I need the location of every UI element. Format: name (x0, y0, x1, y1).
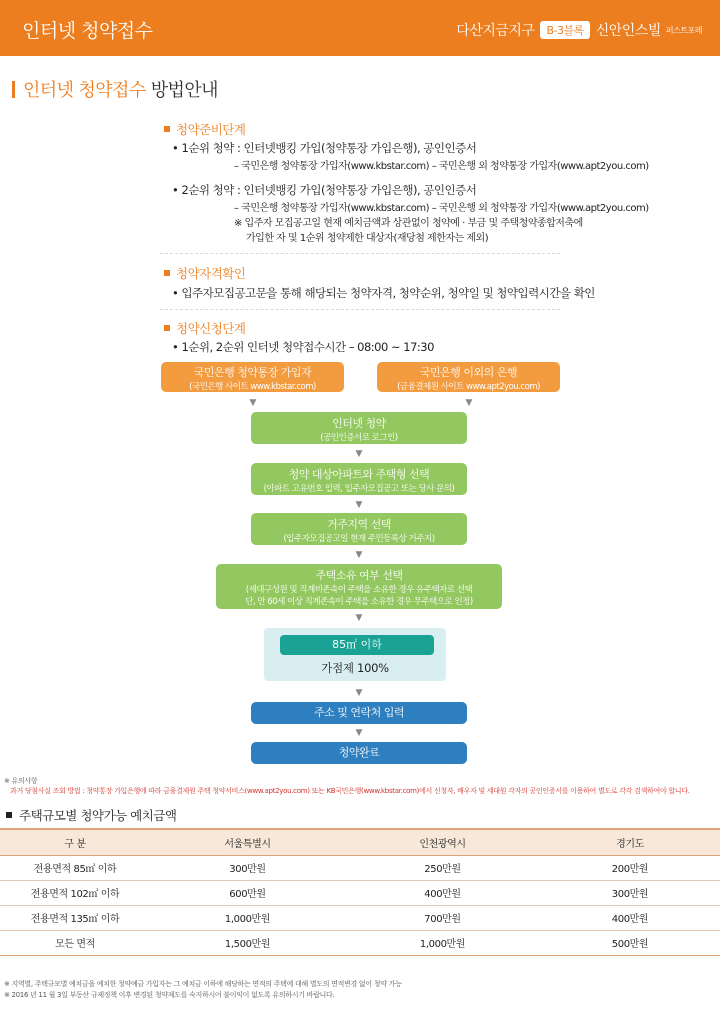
square-bullet-icon (164, 325, 170, 331)
score-text: 가점제 100% (321, 661, 389, 675)
deposit-table (0, 828, 720, 956)
table-row (0, 855, 720, 880)
rank2-note1: ※ 입주자 모집공고일 현재 예치금액과 상관없이 청약예 · 부금 및 주택청약종합저축에 (234, 218, 583, 229)
table-row (0, 880, 720, 905)
flow-kb-sub: (국민은행 사이트 www.kbstar.com) (189, 382, 316, 392)
table-row (0, 930, 720, 955)
flow-other-sub: (금융결제원 사이트 www.apt2you.com) (397, 382, 540, 392)
flow-step-ownership-title: 주택소유 여부 선택 (315, 569, 403, 582)
prep-heading-text: 청약준비단계 (176, 122, 246, 137)
table-cell: 300만원 (150, 855, 345, 880)
notes-label: ※ 유의사항 (4, 777, 38, 785)
rank2-note2: 가입한 자 및 1순위 청약제한 대상자(재당첨 제한자는 제외) (246, 233, 489, 244)
table-cell: 모든 면적 (0, 930, 150, 955)
page-title-emphasis: 인터넷 청약접수 (23, 80, 146, 101)
flow-step-ownership-sub1: (세대구성원 및 직계비존속이 주택을 소유한 경우 유주택자로 선택 (245, 585, 473, 595)
footnote-1: ※ 지역별, 주택규모별 예치금을 예치한 청약예금 가입자는 그 예치금 이하에 해당하는 면적의 주택에 대해 별도의 면적변경 없이 청약 가능 (4, 980, 402, 988)
flow-step-region (251, 513, 467, 545)
table-cell: 700만원 (345, 905, 540, 930)
arrow-down-icon: ▼ (355, 688, 363, 698)
title-bar (12, 81, 15, 98)
notes-red: 과거 당첨사실 조회 방법 : 청약통장 가입은행에 따라 금융결제원 주택 청약서비스(www.apt2you.com) 또는 KB국민은행(www.kbstar.com)에서 신청자, 배우자 및 세대원 각자의 공인인증서를 이용하여 별도로 각각 검색하여야 합니다. (10, 787, 690, 795)
column-header: 서울특별시 (150, 829, 345, 855)
flow-step-internet (251, 412, 467, 444)
arrow-down-icon: ▼ (355, 500, 363, 510)
qual-heading-text: 청약자격확인 (176, 266, 246, 281)
flow-step-select-apt (251, 463, 467, 495)
column-header: 인천광역시 (345, 829, 540, 855)
qual-heading (164, 264, 245, 282)
flow-step-internet-sub: (공인인증서로 로그인) (320, 433, 398, 443)
flow-step-ownership (216, 564, 502, 609)
header-band (0, 0, 720, 56)
table-cell: 600만원 (150, 880, 345, 905)
apply-heading (164, 319, 245, 337)
flow-step-select-apt-title: 청약 대상아파트와 주택형 선택 (288, 468, 430, 481)
table-cell: 400만원 (345, 880, 540, 905)
table-cell: 250만원 (345, 855, 540, 880)
table-cell: 전용면적 85㎡ 이하 (0, 855, 150, 880)
square-bullet-icon (6, 812, 12, 818)
arrow-down-icon: ▼ (355, 449, 363, 459)
area-pill: 85㎡ 이하 (280, 635, 434, 655)
table-cell: 전용면적 135㎡ 이하 (0, 905, 150, 930)
flow-kb-box (161, 362, 344, 392)
header-title: 인터넷 청약접수 (22, 20, 153, 42)
flow-step-select-apt-sub: (아파트 고유번호 입력, 입주자모집공고 또는 당사 문의) (263, 484, 455, 494)
qual-line: • 입주자모집공고문을 통해 해당되는 청약자격, 청약순위, 청약일 및 청약입력시간을 확인 (172, 286, 595, 300)
deposit-title-text: 주택규모별 청약가능 예치금액 (19, 808, 177, 823)
rank2-line: • 2순위 청약 : 인터넷뱅킹 가입(청약통장 가입은행), 공인인증서 (172, 183, 477, 197)
brand-name: 신안인스빌 (595, 23, 661, 39)
footnote-2: ※ 2016 년 11 월 3일 부동산 규제정책 이후 변경된 청약제도를 숙지하시어 불이익이 없도록 유의하시기 바랍니다. (4, 991, 335, 999)
table-cell: 1,000만원 (345, 930, 540, 955)
flow-other-box (377, 362, 560, 392)
flow-step-ownership-sub2: 단, 만 60세 이상 직계존속이 주택을 소유한 경우 무주택으로 인정) (245, 597, 473, 607)
apply-time: • 1순위, 2순위 인터넷 청약접수시간 – 08:00 ~ 17:30 (172, 340, 434, 354)
table-cell: 200만원 (540, 855, 720, 880)
table-cell: 500만원 (540, 930, 720, 955)
table-header-row (0, 829, 720, 855)
block-badge: B-3블록 (540, 21, 589, 39)
divider (160, 309, 560, 310)
flow-step-complete-title: 청약완료 (338, 746, 380, 759)
arrow-down-icon: ▼ (355, 613, 363, 623)
arrow-down-icon: ▼ (355, 728, 363, 738)
page-title (12, 76, 218, 102)
table-cell: 400만원 (540, 905, 720, 930)
table-row (0, 905, 720, 930)
column-header: 경기도 (540, 829, 720, 855)
flow-step-address-title: 주소 및 연락처 입력 (314, 706, 404, 719)
brand-sub: 퍼스트포레 (665, 25, 702, 35)
square-bullet-icon (164, 270, 170, 276)
header-brand (456, 20, 702, 40)
flow-kb-title: 국민은행 청약통장 가입자 (193, 366, 312, 379)
flow-step-address (251, 702, 467, 724)
rank2-sub: – 국민은행 청약통장 가입자(www.kbstar.com) – 국민은행 외 청약통장 가입자(www.apt2you.com) (234, 203, 649, 214)
page-title-rest: 방법안내 (145, 80, 218, 101)
arrow-down-icon: ▼ (355, 550, 363, 560)
flow-other-title: 국민은행 이외의 은행 (419, 366, 518, 379)
flow-step-complete (251, 742, 467, 764)
column-header: 구 분 (0, 829, 150, 855)
table-cell: 1,000만원 (150, 905, 345, 930)
square-bullet-icon (164, 126, 170, 132)
district-name: 다산지금지구 (456, 23, 535, 39)
arrow-down-icon: ▼ (465, 398, 473, 408)
divider (160, 253, 560, 254)
table-cell: 300만원 (540, 880, 720, 905)
flow-step-region-sub: (입주자모집공고일 현재 주민등록상 거주지) (283, 534, 435, 544)
rank1-sub: – 국민은행 청약통장 가입자(www.kbstar.com) – 국민은행 외 청약통장 가입자(www.apt2you.com) (234, 161, 649, 172)
table-cell: 전용면적 102㎡ 이하 (0, 880, 150, 905)
table-cell: 1,500만원 (150, 930, 345, 955)
deposit-title (6, 806, 176, 824)
rank1-line: • 1순위 청약 : 인터넷뱅킹 가입(청약통장 가입은행), 공인인증서 (172, 141, 477, 155)
flow-step-region-title: 거주지역 선택 (327, 518, 391, 531)
arrow-down-icon: ▼ (249, 398, 257, 408)
apply-heading-text: 청약신청단계 (176, 321, 246, 336)
flow-step-internet-title: 인터넷 청약 (332, 417, 386, 430)
prep-heading (164, 120, 245, 138)
